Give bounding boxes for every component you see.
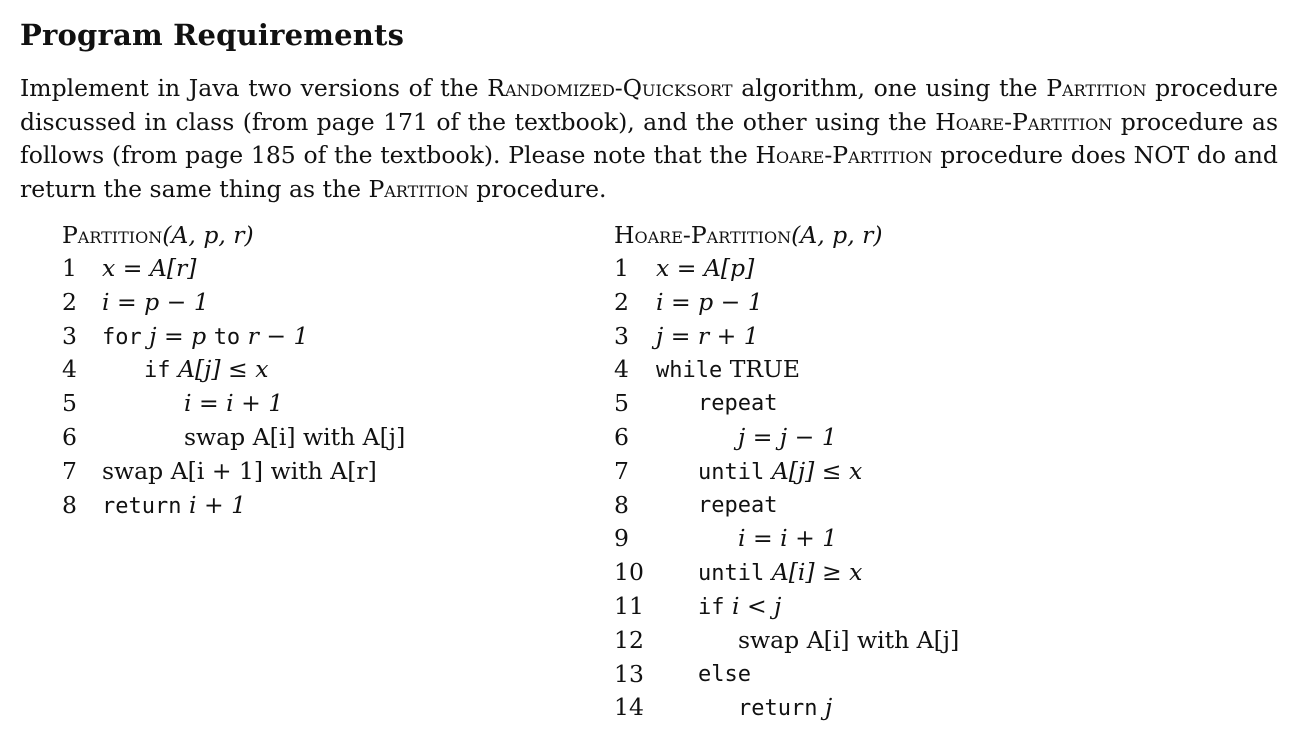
code-text: i + 1 xyxy=(188,490,247,519)
code-text: swap A[i] with A[j] xyxy=(184,422,406,451)
code-line xyxy=(62,252,254,286)
code-text: x = A[r] xyxy=(102,254,197,282)
code-line xyxy=(62,455,377,489)
line-number: 11 xyxy=(614,591,644,620)
line-number: 8 xyxy=(62,490,77,519)
code-line xyxy=(614,556,883,590)
code-line xyxy=(62,320,309,354)
line-number: 6 xyxy=(614,422,629,451)
line-number: 10 xyxy=(614,558,644,587)
keyword: else xyxy=(698,661,751,687)
hoare-partition-title: Hoare-Partition(A, p, r) xyxy=(614,221,883,249)
keyword: if xyxy=(144,358,171,384)
line-number: 7 xyxy=(62,456,77,485)
section-heading: Program Requirements xyxy=(20,18,405,52)
code-line xyxy=(614,522,883,556)
code-line xyxy=(614,286,883,320)
intro-paragraph: Implement in Java two versions of the Randomized-Quicksort algorithm, one using the Partition procedure discussed in class (from page 171 of the textbook), and the other using the Hoare-Partition procedure as follows (from page 185 of the textbook). Please note that the Hoare-Partition procedure does NOT do and return the same thing as the Partition procedure. xyxy=(20,74,1278,203)
code-line xyxy=(614,353,883,387)
keyword: return xyxy=(102,493,182,519)
keyword: repeat xyxy=(698,492,778,518)
code-text: A[i] ≥ x xyxy=(771,558,863,587)
line-number: 1 xyxy=(62,254,77,282)
code-line xyxy=(62,489,254,523)
partition-pseudocode xyxy=(62,218,406,522)
algorithm-name: Randomized-Quicksort xyxy=(487,74,733,102)
code-text: swap A[i + 1] with A[r] xyxy=(102,456,377,485)
code-text: A[j] ≤ x xyxy=(771,456,863,485)
keyword: until xyxy=(698,561,765,587)
code-line xyxy=(62,286,254,320)
code-line xyxy=(614,691,883,725)
line-number: 8 xyxy=(614,490,629,519)
partition-title: Partition(A, p, r) xyxy=(62,221,254,249)
procedure-name: Hoare-Partition xyxy=(755,141,933,169)
code-text: j = j − 1 xyxy=(738,422,837,451)
code-text: r − 1 xyxy=(247,321,309,350)
procedure-name: Partition xyxy=(1046,74,1147,102)
keyword: if xyxy=(698,594,725,620)
line-number: 2 xyxy=(62,287,77,316)
code-line xyxy=(614,252,883,286)
keyword: for xyxy=(102,324,142,350)
line-number: 14 xyxy=(614,693,644,722)
code-text: i = p − 1 xyxy=(656,287,763,316)
line-number: 2 xyxy=(614,287,629,316)
line-number: 12 xyxy=(614,625,644,654)
procedure-name: Partition xyxy=(368,174,469,203)
code-text: A[j] ≤ x xyxy=(177,355,269,384)
line-number: 4 xyxy=(62,355,77,384)
line-number: 13 xyxy=(614,659,644,688)
line-number: 9 xyxy=(614,524,629,553)
keyword: to xyxy=(213,324,241,350)
line-number: 7 xyxy=(614,456,629,485)
keyword: repeat xyxy=(698,391,778,417)
code-line xyxy=(62,387,284,421)
code-line xyxy=(614,590,883,624)
keyword: while xyxy=(656,358,723,384)
code-text: TRUE xyxy=(729,355,801,384)
code-line xyxy=(614,320,883,354)
line-number: 5 xyxy=(614,389,629,418)
code-line xyxy=(62,353,269,387)
line-number: 3 xyxy=(62,321,77,350)
line-number: 5 xyxy=(62,389,77,418)
code-text: i = i + 1 xyxy=(184,389,284,418)
line-number: 1 xyxy=(614,254,629,282)
code-line xyxy=(614,421,883,455)
line-number: 4 xyxy=(614,355,629,384)
line-number: 6 xyxy=(62,422,77,451)
code-text: i = i + 1 xyxy=(738,524,838,553)
code-text: j = p xyxy=(149,321,207,350)
code-line xyxy=(614,489,883,523)
code-line xyxy=(614,455,883,489)
keyword: return xyxy=(738,696,818,722)
procedure-name: Hoare-Partition xyxy=(935,107,1113,136)
code-text: x = A[p] xyxy=(656,254,755,282)
hoare-partition-pseudocode xyxy=(614,218,960,725)
code-line xyxy=(614,658,883,692)
code-line xyxy=(62,421,406,455)
code-text: i < j xyxy=(731,591,782,620)
code-text: j xyxy=(824,693,833,722)
code-text: swap A[i] with A[j] xyxy=(738,625,960,654)
code-line xyxy=(614,387,883,421)
code-line xyxy=(614,624,960,658)
keyword: until xyxy=(698,459,765,485)
code-text: i = p − 1 xyxy=(102,287,209,316)
line-number: 3 xyxy=(614,321,629,350)
code-text: j = r + 1 xyxy=(656,321,759,350)
